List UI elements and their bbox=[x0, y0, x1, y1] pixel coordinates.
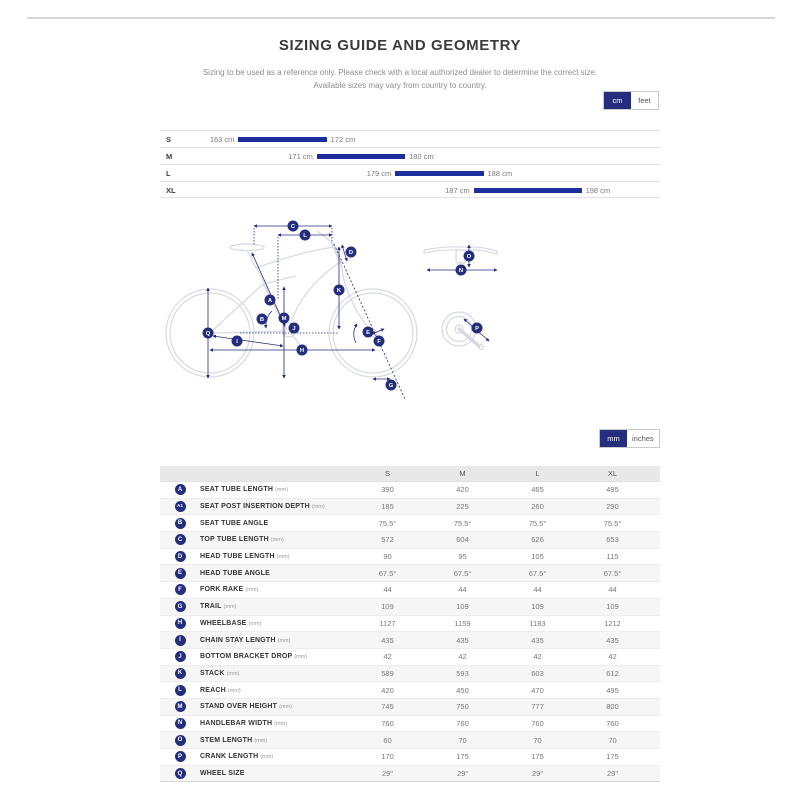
measurement-name: SEAT TUBE LENGTH bbox=[200, 486, 274, 494]
row-badge-k-icon: K bbox=[175, 668, 186, 679]
table-header-row bbox=[160, 466, 660, 482]
measurement-value: 109 bbox=[381, 602, 394, 612]
measurement-value: 435 bbox=[456, 635, 469, 645]
subtitle-line-2: Available sizes may vary from country to country. bbox=[313, 81, 487, 90]
row-label bbox=[200, 486, 350, 493]
measurement-value: 420 bbox=[381, 685, 394, 695]
measurement-value: 44 bbox=[383, 585, 392, 595]
row-badge-a1-icon: A1 bbox=[175, 501, 186, 512]
toggle-mm-button[interactable]: mm bbox=[600, 430, 627, 447]
row-label bbox=[200, 570, 350, 577]
measurement-value: 75.5° bbox=[528, 518, 547, 528]
badge-cell bbox=[160, 568, 200, 579]
badge-A-icon bbox=[265, 295, 276, 306]
badge-cell bbox=[160, 601, 200, 612]
row-label bbox=[200, 737, 350, 744]
measurement-value: 1183 bbox=[529, 618, 546, 628]
max-height-label: 188 cm bbox=[487, 169, 513, 178]
row-label bbox=[200, 703, 350, 710]
min-height-label: 163 cm bbox=[209, 135, 235, 144]
measurement-value: 225 bbox=[456, 502, 469, 512]
measurement-name: SEAT TUBE ANGLE bbox=[200, 519, 269, 527]
measurement-value: 75.5° bbox=[603, 518, 622, 528]
size-label: XL bbox=[166, 186, 176, 195]
measurement-value: 495 bbox=[606, 685, 619, 695]
badge-J-icon bbox=[289, 323, 300, 334]
badge-cell bbox=[160, 768, 200, 779]
row-badge-h-icon: H bbox=[175, 618, 186, 629]
row-label bbox=[200, 670, 350, 677]
height-range-bar bbox=[238, 137, 326, 142]
badge-cell bbox=[160, 685, 200, 696]
measurement-value: 105 bbox=[531, 552, 544, 562]
row-label bbox=[200, 536, 350, 543]
column-header-l: L bbox=[535, 469, 540, 478]
measurement-unit: (mm) bbox=[311, 504, 325, 511]
measurement-value: 603 bbox=[531, 668, 544, 678]
measurement-value: 29" bbox=[531, 769, 543, 779]
min-height-label: 179 cm bbox=[366, 169, 392, 178]
svg-text:P: P bbox=[475, 326, 479, 333]
measurement-name: STACK bbox=[200, 669, 225, 677]
table-row bbox=[160, 565, 660, 582]
svg-text:K: K bbox=[336, 288, 342, 295]
badge-Q-icon bbox=[203, 328, 214, 339]
badge-cell bbox=[160, 668, 200, 679]
badge-C-icon bbox=[288, 221, 299, 232]
measurement-value: 750 bbox=[456, 702, 469, 712]
measurement-value: 450 bbox=[456, 685, 469, 695]
row-label bbox=[200, 520, 350, 527]
row-badge-n-icon: N bbox=[175, 718, 186, 729]
measurement-unit: (mm) bbox=[274, 720, 288, 727]
measurement-name: HEAD TUBE ANGLE bbox=[200, 569, 271, 577]
svg-text:G: G bbox=[388, 383, 394, 390]
row-badge-e-icon: E bbox=[175, 568, 186, 579]
measurement-value: 175 bbox=[531, 752, 544, 762]
measurement-unit: (mm) bbox=[223, 604, 237, 611]
badge-cell bbox=[160, 701, 200, 712]
measurement-value: 175 bbox=[456, 752, 469, 762]
table-row bbox=[160, 749, 660, 766]
measurement-name: HEAD TUBE LENGTH bbox=[200, 553, 275, 561]
measurement-unit: (mm) bbox=[245, 587, 259, 594]
measurement-value: 67.5° bbox=[453, 568, 472, 578]
toggle-cm-button[interactable]: cm bbox=[604, 92, 631, 109]
measurement-value: 1127 bbox=[379, 618, 396, 628]
measurement-value: 109 bbox=[531, 602, 544, 612]
measurement-value: 67.5° bbox=[378, 568, 397, 578]
measurement-name: FORK RAKE bbox=[200, 586, 244, 594]
badge-cell bbox=[160, 484, 200, 495]
measurement-value: 175 bbox=[606, 752, 619, 762]
badge-cell bbox=[160, 584, 200, 595]
measurement-value: 572 bbox=[381, 535, 394, 545]
badge-D-icon bbox=[346, 247, 357, 258]
measurement-name: SEAT POST INSERTION DEPTH bbox=[200, 503, 310, 511]
measurement-name: WHEEL SIZE bbox=[200, 770, 245, 778]
row-badge-a-icon: A bbox=[175, 484, 186, 495]
badge-E-icon bbox=[363, 327, 374, 338]
min-height-label: 171 cm bbox=[288, 152, 313, 161]
size-row-s bbox=[160, 130, 660, 147]
geometry-table bbox=[160, 466, 660, 782]
row-badge-c-icon: C bbox=[175, 534, 186, 545]
height-range-bar bbox=[395, 171, 483, 176]
row-label bbox=[200, 753, 350, 760]
measurement-value: 760 bbox=[531, 718, 544, 728]
row-badge-q-icon: Q bbox=[175, 768, 186, 779]
measurement-unit: (mm) bbox=[227, 687, 241, 694]
row-badge-f-icon: F bbox=[175, 584, 186, 595]
badge-cell bbox=[160, 751, 200, 762]
measurement-value: 29" bbox=[381, 769, 393, 779]
table-row bbox=[160, 649, 660, 666]
measurement-value: 60 bbox=[383, 735, 392, 745]
measurement-value: 70 bbox=[458, 735, 467, 745]
measurement-value: 777 bbox=[531, 702, 544, 712]
measurement-value: 109 bbox=[606, 602, 619, 612]
row-label bbox=[200, 687, 350, 694]
badge-cell bbox=[160, 635, 200, 646]
svg-text:F: F bbox=[377, 339, 381, 346]
measurement-value: 1212 bbox=[604, 618, 621, 628]
measurement-name: TRAIL bbox=[200, 603, 222, 611]
measurement-value: 75.5° bbox=[378, 518, 397, 528]
measurement-name: CHAIN STAY LENGTH bbox=[200, 636, 276, 644]
table-row bbox=[160, 549, 660, 566]
measurement-unit: (mm) bbox=[270, 537, 284, 544]
max-height-label: 180 cm bbox=[409, 152, 434, 161]
measurement-value: 626 bbox=[531, 535, 544, 545]
table-row bbox=[160, 499, 660, 516]
min-height-label: 187 cm bbox=[445, 186, 470, 195]
row-badge-g-icon: G bbox=[175, 601, 186, 612]
measurement-unit: (mm) bbox=[277, 637, 291, 644]
column-header-m: M bbox=[459, 469, 466, 478]
measurement-value: 390 bbox=[381, 485, 394, 495]
measurement-name: CRANK LENGTH bbox=[200, 753, 259, 761]
column-header-xl: XL bbox=[607, 469, 618, 478]
measurement-unit: (mm) bbox=[279, 704, 292, 711]
row-label bbox=[200, 553, 350, 560]
row-label bbox=[200, 603, 350, 610]
svg-text:I: I bbox=[236, 339, 238, 346]
toggle-feet-button[interactable]: feet bbox=[638, 96, 651, 105]
rider-height-chart bbox=[160, 130, 660, 198]
badge-cell bbox=[160, 618, 200, 629]
measurement-value: 465 bbox=[531, 485, 544, 495]
measurement-value: 44 bbox=[458, 585, 467, 595]
subtitle-line-1: Sizing to be used as a reference only. Please check with a local authorized dealer to determine the correct size. bbox=[202, 68, 598, 77]
measurement-value: 760 bbox=[606, 718, 619, 728]
measurement-value: 653 bbox=[606, 535, 619, 545]
measurement-unit: (mm) bbox=[248, 620, 262, 627]
table-row bbox=[160, 632, 660, 649]
measurement-value: 593 bbox=[456, 668, 469, 678]
measurement-name: STAND OVER HEIGHT bbox=[200, 703, 278, 711]
row-badge-b-icon: B bbox=[175, 518, 186, 529]
measurement-name: WHEELBASE bbox=[200, 619, 247, 627]
table-row bbox=[160, 515, 660, 532]
size-label: L bbox=[166, 169, 171, 178]
row-label bbox=[200, 637, 350, 644]
badge-L-icon bbox=[300, 230, 311, 241]
row-badge-o-icon: O bbox=[175, 735, 186, 746]
svg-text:M: M bbox=[281, 316, 287, 323]
measurement-name: REACH bbox=[200, 686, 226, 694]
badge-I-icon bbox=[232, 336, 243, 347]
height-range-bar bbox=[317, 154, 405, 159]
measurement-value: 185 bbox=[381, 502, 394, 512]
badge-cell bbox=[160, 534, 200, 545]
toggle-inches-button[interactable]: inches bbox=[632, 434, 654, 443]
svg-text:L: L bbox=[303, 233, 307, 240]
row-badge-i-icon: I bbox=[175, 635, 186, 646]
table-row bbox=[160, 666, 660, 683]
badge-H-icon bbox=[297, 345, 308, 356]
svg-text:Q: Q bbox=[205, 331, 211, 338]
size-label: M bbox=[166, 152, 173, 161]
row-label bbox=[200, 620, 350, 627]
measurement-value: 42 bbox=[458, 652, 467, 662]
measurement-name: HANDLEBAR WIDTH bbox=[200, 719, 273, 727]
top-divider bbox=[27, 17, 775, 19]
badge-N-icon bbox=[456, 265, 467, 276]
measurement-value: 29" bbox=[456, 769, 468, 779]
row-badge-m-icon: M bbox=[175, 701, 186, 712]
size-row-l bbox=[160, 164, 660, 181]
svg-text:J: J bbox=[292, 326, 296, 333]
measurement-unit: (mm) bbox=[276, 554, 290, 561]
badge-M-icon bbox=[279, 313, 290, 324]
measurement-value: 800 bbox=[606, 702, 619, 712]
badge-cell bbox=[160, 735, 200, 746]
column-header-s: S bbox=[384, 469, 390, 478]
svg-text:O: O bbox=[466, 254, 472, 261]
table-row bbox=[160, 716, 660, 733]
max-height-label: 198 cm bbox=[585, 186, 611, 195]
measurement-value: 95 bbox=[458, 552, 467, 562]
table-row bbox=[160, 599, 660, 616]
badge-cell bbox=[160, 718, 200, 729]
table-row bbox=[160, 532, 660, 549]
measurement-value: 67.5° bbox=[528, 568, 547, 578]
row-badge-j-icon: J bbox=[175, 651, 186, 662]
measurement-value: 1159 bbox=[454, 618, 471, 628]
svg-text:B: B bbox=[259, 317, 265, 324]
max-height-label: 172 cm bbox=[330, 135, 356, 144]
measurement-value: 44 bbox=[533, 585, 542, 595]
measurement-value: 435 bbox=[381, 635, 394, 645]
measurement-unit: (mm) bbox=[294, 654, 308, 661]
svg-text:N: N bbox=[458, 268, 464, 275]
measurement-value: 170 bbox=[381, 752, 394, 762]
measurement-value: 290 bbox=[606, 502, 619, 512]
measurement-value: 90 bbox=[383, 552, 392, 562]
measurement-value: 435 bbox=[606, 635, 619, 645]
row-label bbox=[200, 586, 350, 593]
measurement-unit: (mm) bbox=[254, 737, 268, 744]
svg-text:E: E bbox=[366, 330, 370, 337]
svg-text:D: D bbox=[348, 250, 354, 257]
measurement-value: 42 bbox=[383, 652, 392, 662]
measurement-value: 42 bbox=[533, 652, 542, 662]
geometry-unit-toggle bbox=[599, 429, 660, 448]
measurement-name: STEM LENGTH bbox=[200, 736, 253, 744]
measurement-value: 470 bbox=[531, 685, 544, 695]
svg-text:H: H bbox=[299, 348, 305, 355]
measurement-value: 260 bbox=[531, 502, 544, 512]
measurement-value: 420 bbox=[456, 485, 469, 495]
row-badge-l-icon: L bbox=[175, 685, 186, 696]
measurement-name: TOP TUBE LENGTH bbox=[200, 536, 269, 544]
measurement-value: 612 bbox=[606, 668, 619, 678]
measurement-value: 745 bbox=[381, 702, 394, 712]
row-label bbox=[200, 720, 350, 727]
row-label bbox=[200, 770, 350, 777]
measurement-value: 70 bbox=[608, 735, 617, 745]
measurement-value: 44 bbox=[608, 585, 617, 595]
measurement-value: 75.5° bbox=[453, 518, 472, 528]
measurement-value: 29" bbox=[606, 769, 618, 779]
size-row-xl bbox=[160, 181, 660, 198]
measurement-value: 70 bbox=[533, 735, 542, 745]
measurement-value: 435 bbox=[531, 635, 544, 645]
measurement-value: 42 bbox=[608, 652, 617, 662]
badge-K-icon bbox=[334, 285, 345, 296]
measurement-value: 109 bbox=[456, 602, 469, 612]
height-range-bar bbox=[474, 188, 582, 193]
row-label bbox=[200, 653, 350, 660]
size-row-m bbox=[160, 147, 660, 164]
table-row bbox=[160, 682, 660, 699]
badge-B-icon bbox=[257, 314, 268, 325]
measurement-unit: (mm) bbox=[226, 670, 240, 677]
badge-cell bbox=[160, 551, 200, 562]
measurement-value: 589 bbox=[381, 668, 394, 678]
badge-cell bbox=[160, 651, 200, 662]
row-badge-d-icon: D bbox=[175, 551, 186, 562]
measurement-value: 495 bbox=[606, 485, 619, 495]
badge-P-icon bbox=[472, 323, 483, 334]
measurement-value: 760 bbox=[456, 718, 469, 728]
measurement-name: BOTTOM BRACKET DROP bbox=[200, 653, 293, 661]
measurement-value: 67.5° bbox=[603, 568, 622, 578]
badge-cell bbox=[160, 518, 200, 529]
row-badge-p-icon: P bbox=[175, 751, 186, 762]
page-subtitle bbox=[0, 66, 800, 92]
badge-O-icon bbox=[464, 251, 475, 262]
measurement-value: 115 bbox=[606, 552, 619, 562]
bike-outline bbox=[166, 231, 497, 377]
table-row bbox=[160, 582, 660, 599]
size-label: S bbox=[166, 135, 172, 144]
length-unit-toggle bbox=[603, 91, 659, 110]
table-row bbox=[160, 699, 660, 716]
table-row bbox=[160, 616, 660, 633]
measurement-value: 604 bbox=[456, 535, 469, 545]
badge-G-icon bbox=[386, 380, 397, 391]
geometry-diagram bbox=[160, 208, 510, 403]
measurement-unit: (mm) bbox=[275, 487, 288, 494]
svg-text:C: C bbox=[290, 224, 296, 231]
measurement-value: 760 bbox=[381, 718, 394, 728]
table-row bbox=[160, 766, 660, 783]
svg-text:A: A bbox=[267, 298, 273, 305]
badge-F-icon bbox=[374, 336, 385, 347]
badge-cell bbox=[160, 501, 200, 512]
measurement-unit: (mm) bbox=[260, 754, 274, 761]
table-row bbox=[160, 732, 660, 749]
page-title: SIZING GUIDE AND GEOMETRY bbox=[278, 37, 522, 54]
row-label bbox=[200, 503, 350, 510]
table-row bbox=[160, 482, 660, 499]
